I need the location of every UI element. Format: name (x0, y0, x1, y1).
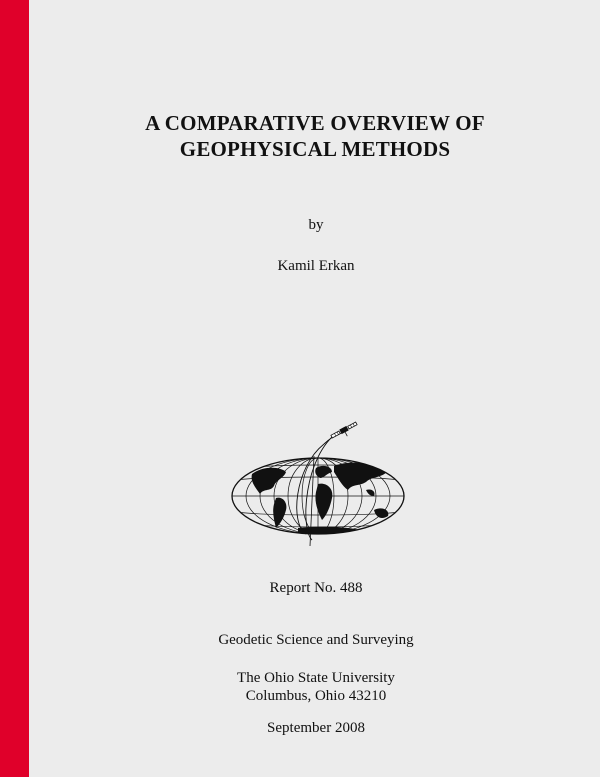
globe-satellite-icon (228, 416, 410, 546)
title-line-1: A COMPARATIVE OVERVIEW OF (145, 111, 485, 135)
red-spine-bar (0, 0, 29, 777)
author-name: Kamil Erkan (277, 258, 355, 274)
publication-date: September 2008 (267, 720, 365, 736)
by-line: by (308, 217, 324, 233)
report-number: Report No. 488 (269, 580, 363, 596)
report-title (30, 110, 600, 162)
city-address: Columbus, Ohio 43210 (245, 688, 387, 704)
title-line-2: GEOPHYSICAL METHODS (179, 137, 451, 161)
university-name: The Ohio State University (237, 670, 395, 686)
satellite-icon (330, 421, 359, 443)
department-name: Geodetic Science and Surveying (218, 632, 414, 648)
